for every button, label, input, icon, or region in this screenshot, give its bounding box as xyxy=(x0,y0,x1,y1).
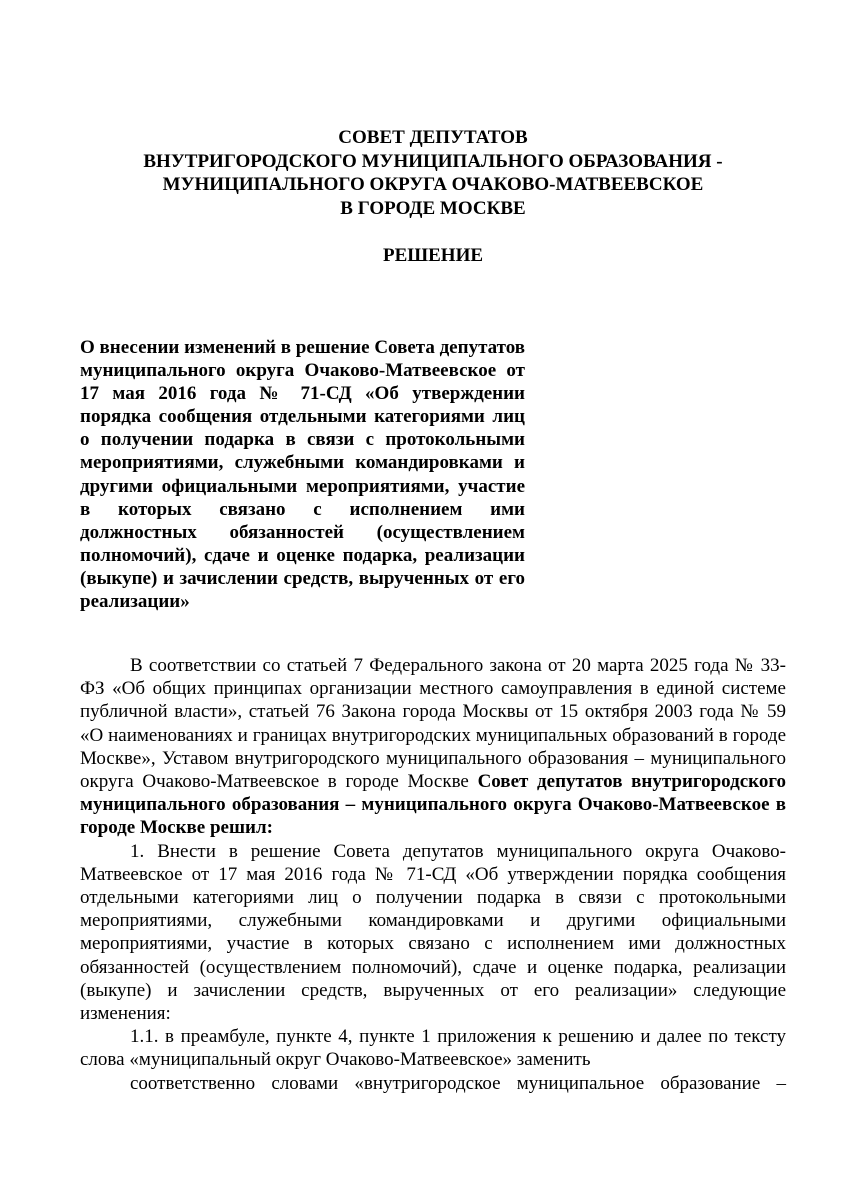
header-line-entity: ВНУТРИГОРОДСКОГО МУНИЦИПАЛЬНОГО ОБРАЗОВАНИЯ - xyxy=(143,150,723,172)
document-body xyxy=(80,654,786,1095)
clause-1-paragraph: 1. Внести в решение Совета депутатов муниципального округа Очаково-Матвеевское от 17 мая 2016 года № 71-СД «Об утверждении порядка сообщения отдельными категориями лиц о получении подарка в связи с протокольными мероприятиями, служебными командировками и другими официальными мероприятиями, участие в которых связано с исполнением ими должностных обязанностей (осуществлением полномочий), сдаче и оценке подарка, реализации (выкупе) и зачислении средств, вырученных от его реализации» следующие изменения: xyxy=(80,840,786,1025)
clause-1-1-continuation: соответственно словами «внутригородское муниципальное образование – xyxy=(130,1072,786,1094)
preamble-paragraph xyxy=(80,654,786,840)
decision-subject: О внесении изменений в решение Совета депутатов муниципального округа Очаково-Матвеевское от 17 мая 2016 года № 71-СД «Об утверждении порядка сообщения отдельными категориями лиц о получении подарка в связи с протокольными мероприятиями, служебными командировками и другими официальными мероприятиями, участие в которых связано с исполнением ими должностных обязанностей (осуществлением полномочий), сдаче и оценке подарка, реализации (выкупе) и зачислении средств, вырученных от его реализации» xyxy=(80,337,526,613)
document-type-title: РЕШЕНИЕ xyxy=(382,245,484,266)
header-line-council: СОВЕТ ДЕПУТАТОВ xyxy=(338,127,528,148)
preamble-resolution: Совет депутатов внутригородского муниципального образования – муниципального округа Очаково-Матвеевское в городе Москве решил: xyxy=(80,771,786,839)
preamble-text: В соответствии со статьей 7 Федерального закона от 20 марта 2025 года № 33-ФЗ «Об общих принципах организации местного самоуправления в единой системе публичной власти», статьей 76 Закона города Москвы от 15 октября 2003 года № 59 «О наименованиях и границах внутригородских муниципальных образований в городе Москве», Уставом внутригородского муниципального образования – муниципального округа Очаково-Матвеевское в городе Москве xyxy=(80,655,786,793)
clause-1-1-paragraph xyxy=(80,1025,786,1095)
document-header xyxy=(80,126,786,220)
header-line-city: В ГОРОДЕ МОСКВЕ xyxy=(340,197,526,219)
header-line-district: МУНИЦИПАЛЬНОГО ОКРУГА ОЧАКОВО-МАТВЕЕВСКОЕ xyxy=(162,174,704,195)
clause-1-1-text: 1.1. в преамбуле, пункте 4, пункте 1 приложения к решению и далее по тексту слова «муниципальный округ Очаково-Матвеевское» заменить xyxy=(80,1026,786,1071)
